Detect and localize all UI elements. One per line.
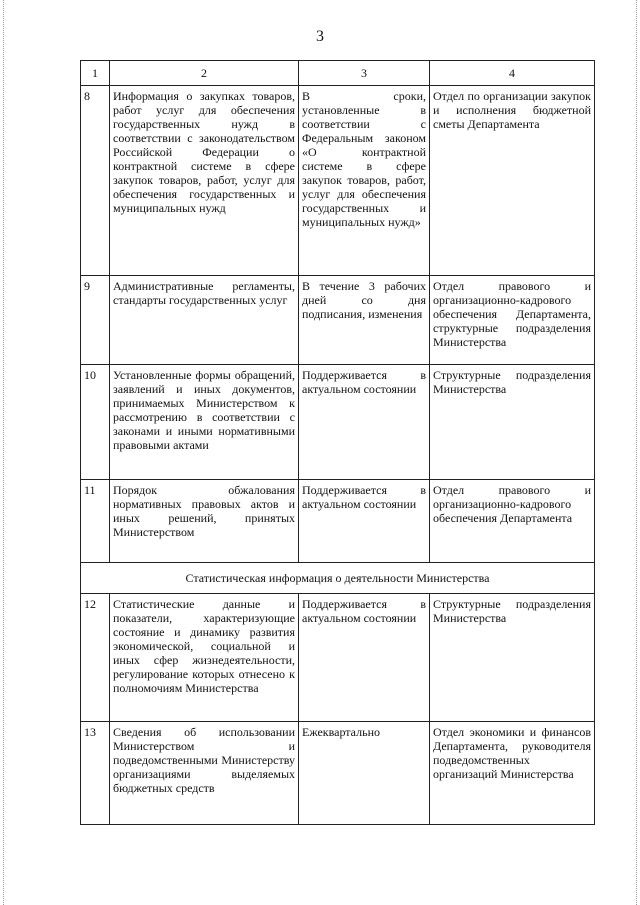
info-cell: Сведения об использовании Министерством и подведомственными Министерству организациями выделяемых бюджетных средств: [110, 722, 299, 825]
header-cell: 2: [110, 61, 299, 86]
table-row: [81, 594, 595, 722]
row-number: 10: [81, 365, 110, 480]
row-number: 12: [81, 594, 110, 722]
table-row: [81, 722, 595, 825]
responsible-cell: Отдел по организации закупок и исполнения бюджетной сметы Департамента: [430, 86, 595, 276]
responsible-cell: Структурные подразделения Министерства: [430, 594, 595, 722]
right-edge-dotted-line: [636, 0, 637, 905]
term-cell: Поддерживается в актуальном состоянии: [299, 594, 430, 722]
row-number: 9: [81, 276, 110, 365]
responsible-cell: Отдел правового и организационно-кадрового обеспечения Департамента, структурные подразделения Министерства: [430, 276, 595, 365]
row-number: 11: [81, 480, 110, 563]
header-cell: 1: [81, 61, 110, 86]
row-number: 13: [81, 722, 110, 825]
page-number: 3: [316, 28, 324, 45]
row-number: 8: [81, 86, 110, 276]
header-cell: 4: [430, 61, 595, 86]
term-cell: В течение 3 рабочих дней со дня подписания, изменения: [299, 276, 430, 365]
section-title: Статистическая информация о деятельности Министерства: [81, 563, 595, 594]
term-cell: В сроки, установленные в соответствии с Федеральным законом «О контрактной системе в сфере закупок товаров, работ, услуг для обеспечения государственных и муниципальных нужд»: [299, 86, 430, 276]
information-table: [80, 60, 595, 825]
info-cell: Административные регламенты, стандарты государственных услуг: [110, 276, 299, 365]
responsible-cell: Отдел правового и организационно-кадрового обеспечения Департамента: [430, 480, 595, 563]
left-edge-dotted-line: [3, 0, 4, 905]
info-cell: Порядок обжалования нормативных правовых актов и иных решений, принятых Министерством: [110, 480, 299, 563]
table-row: [81, 480, 595, 563]
table-row: [81, 365, 595, 480]
responsible-cell: Структурные подразделения Министерства: [430, 365, 595, 480]
term-cell: Поддерживается в актуальном состоянии: [299, 480, 430, 563]
info-cell: Информация о закупках товаров, работ услуг для обеспечения государственных нужд в соответствии с законодательством Российской Федерации о контрактной системе в сфере закупок товаров, работ, услуг для обеспечения государственных и муниципальных нужд: [110, 86, 299, 276]
section-row: [81, 563, 595, 594]
table-header-row: [81, 61, 595, 86]
table-row: [81, 86, 595, 276]
table-row: [81, 276, 595, 365]
term-cell: Поддерживается в актуальном состоянии: [299, 365, 430, 480]
info-cell: Статистические данные и показатели, характеризующие состояние и динамику развития экономической, социальной и иных сфер жизнедеятельности, регулирование которых отнесено к полномочиям Министерства: [110, 594, 299, 722]
responsible-cell: Отдел экономики и финансов Департамента, руководителя подведомственных организаций Министерства: [430, 722, 595, 825]
header-cell: 3: [299, 61, 430, 86]
term-cell: Ежеквартально: [299, 722, 430, 825]
info-cell: Установленные формы обращений, заявлений и иных документов, принимаемых Министерством к рассмотрению в соответствии с законами и иными нормативными правовыми актами: [110, 365, 299, 480]
